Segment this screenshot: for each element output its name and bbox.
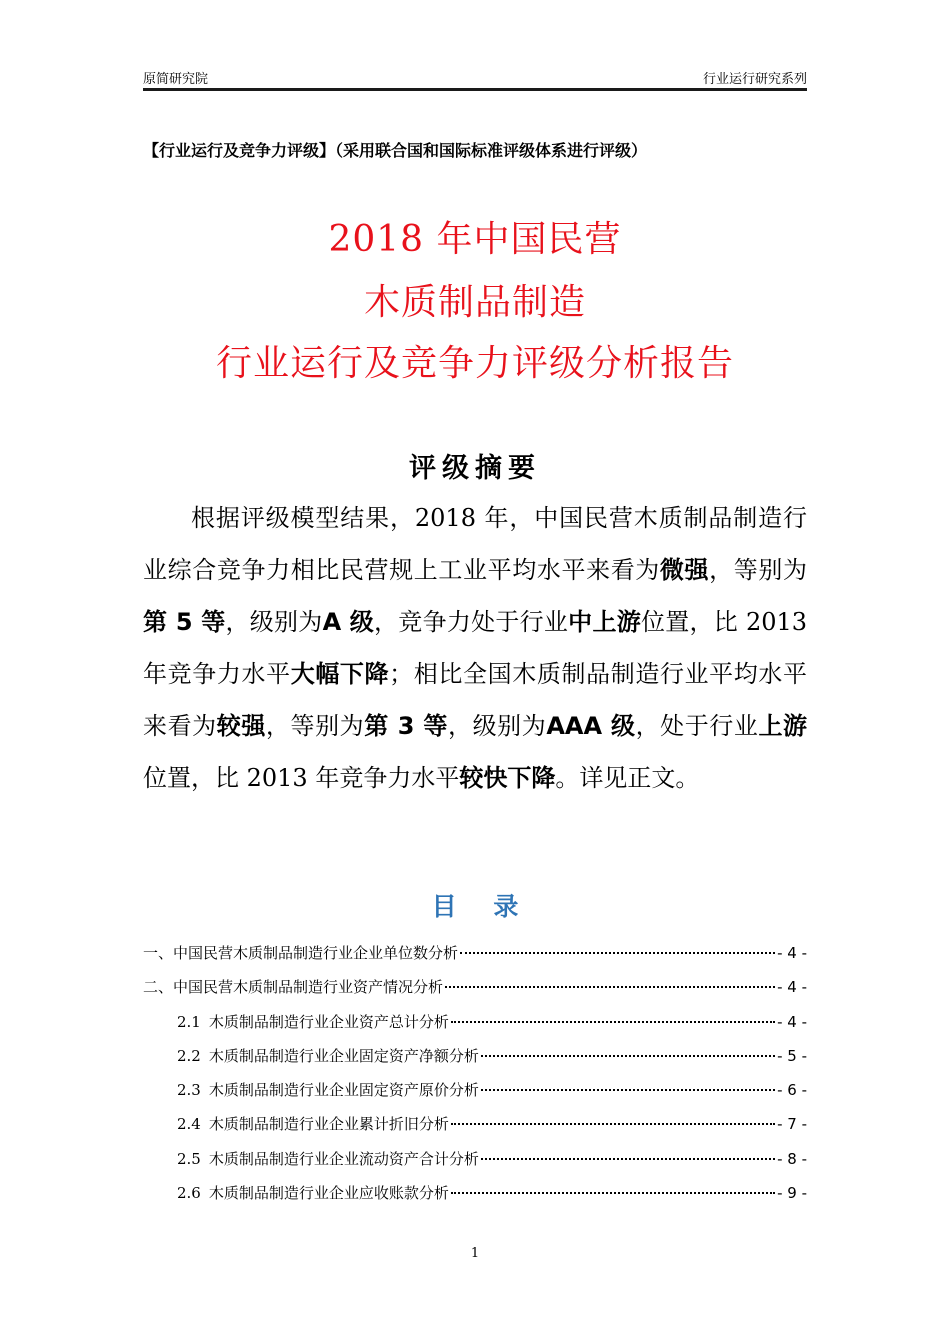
summary-highlight: A 级 [322,608,375,636]
report-title-line-1: 2018 年中国民营 [328,219,622,260]
toc-subentry[interactable] [143,1107,807,1141]
toc-subentry[interactable] [143,1039,807,1073]
toc-section-number: 2.5 [177,1149,201,1168]
summary-text: 位置，比 2013 年竞争力水平 [143,764,460,792]
toc-section-number: 2.4 [177,1115,201,1134]
summary-highlight: 上游 [758,712,808,740]
summary-highlight: 第 5 等 [143,608,226,636]
toc-leader-dots [460,952,775,954]
toc-entry-label: 二、中国民营木质制品制造行业资产情况分析 [143,978,444,997]
toc-page-number: - 4 - [777,978,807,997]
summary-text: ，级别为 [447,712,547,740]
toc-section-number: 2.3 [177,1081,201,1100]
header-publisher: 原简研究院 [143,72,209,87]
summary-text: 根据评级模型结果，2018 年，中国民营木质制品制造行业综合竞争力相比民营规上工业平均水平来看为 [143,504,807,584]
report-title-line-2: 木质制品制造 [363,282,586,323]
toc-entry-label: 一、中国民营木质制品制造行业企业单位数分析 [143,944,459,962]
summary-text: ，等别为 [265,712,365,740]
toc-subentry[interactable] [143,1073,807,1107]
toc-section-number: 2.2 [177,1046,201,1065]
toc-entry-label: 木质制品制造行业企业流动资产合计分析 [208,1149,479,1168]
toc-heading: 目 录 [431,892,533,921]
header-series: 行业运行研究系列 [702,72,807,87]
table-of-contents [143,936,807,1210]
summary-paragraph [143,492,807,804]
toc-leader-dots [451,1192,775,1194]
summary-highlight: 较快下降 [459,764,556,792]
summary-highlight: 较强 [216,712,266,740]
summary-text: ，竞争力处于行业 [374,608,569,636]
toc-page-number: - 8 - [777,1149,807,1168]
toc-leader-dots [451,1021,775,1023]
toc-leader-dots [481,1055,775,1057]
summary-text: ，处于行业 [635,712,759,740]
toc-page-number: - 4 - [777,944,807,962]
toc-section-number: 2.6 [177,1184,201,1203]
toc-section-number: 2.1 [177,1012,201,1031]
toc-entry-label: 木质制品制造行业企业应收账款分析 [208,1184,449,1203]
toc-page-number: - 7 - [777,1115,807,1134]
summary-highlight: 第 3 等 [364,712,448,740]
summary-heading: 评级摘要 [409,453,541,484]
toc-page-number: - 4 - [777,1012,807,1031]
toc-page-number: - 9 - [777,1184,807,1203]
toc-entry-label: 木质制品制造行业企业固定资产原价分析 [208,1081,479,1100]
toc-entry-label: 木质制品制造行业企业资产总计分析 [208,1012,449,1031]
toc-subentry[interactable] [143,1142,807,1176]
toc-entry-label: 木质制品制造行业企业固定资产净额分析 [208,1046,479,1065]
summary-highlight: 中上游 [568,608,641,636]
summary-text: ，等别为 [709,556,808,584]
toc-leader-dots [445,986,775,988]
toc-leader-dots [451,1123,775,1125]
toc-entry[interactable] [143,936,807,970]
toc-entry[interactable] [143,970,807,1004]
summary-highlight: AAA 级 [546,712,636,740]
toc-subentry[interactable] [143,1176,807,1210]
summary-highlight: 大幅下降 [290,660,390,688]
toc-leader-dots [481,1158,775,1160]
rating-series-line: 【行业运行及竞争力评级】（采用联合国和国际标准评级体系进行评级） [143,141,648,160]
summary-text: 位置，比 2013 年竞争力水平 [143,608,808,688]
toc-entry-label: 木质制品制造行业企业累计折旧分析 [208,1115,449,1134]
page-header [143,66,807,91]
summary-text: 。详见正文。 [555,764,700,792]
toc-page-number: - 5 - [777,1046,807,1065]
toc-subentry[interactable] [143,1005,807,1039]
summary-text: ；相比全国木质制品制造行业平均水平来看为 [143,660,808,740]
page-number: 1 [470,1246,480,1261]
toc-page-number: - 6 - [777,1081,807,1100]
toc-leader-dots [481,1089,775,1091]
report-title-line-3: 行业运行及竞争力评级分析报告 [215,343,734,384]
summary-highlight: 微强 [659,556,710,584]
summary-text: ，级别为 [225,608,323,636]
